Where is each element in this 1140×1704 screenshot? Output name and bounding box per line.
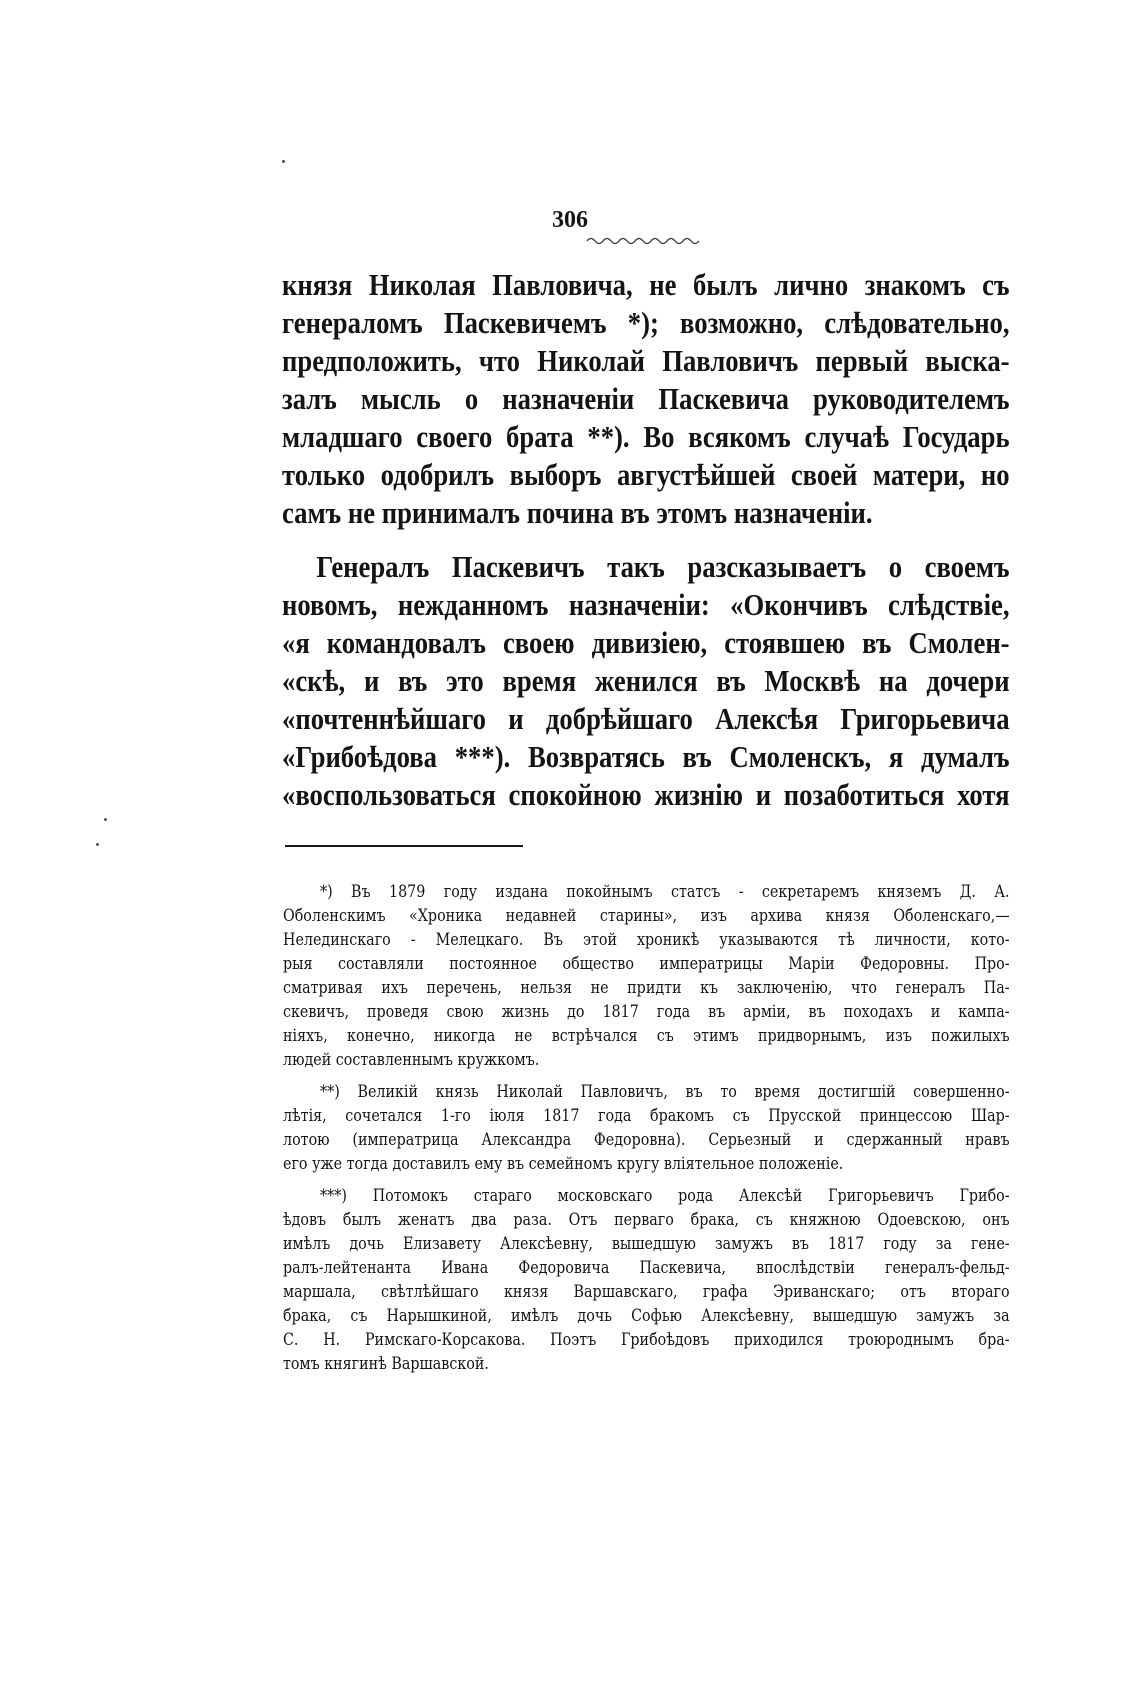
footnote-line: рыя составляли постоянное общество императрицы Марiи Федоровны. Про- xyxy=(283,954,1010,974)
footnote-divider xyxy=(285,845,523,847)
main-line: «Грибоѣдова ***). Возвратясь въ Смоленскъ, я думалъ xyxy=(282,739,1010,774)
main-line: самъ не принималъ почина въ этомъ назначенiи. xyxy=(282,495,873,530)
main-line: князя Николая Павловича, не былъ лично знакомъ съ xyxy=(282,267,1010,302)
main-line: залъ мысль о назначенiи Паскевича руководителемъ xyxy=(282,381,1010,416)
footnote-line: его уже тогда доставилъ ему въ семейномъ кругу влiятельное положенiе. xyxy=(283,1154,844,1174)
footnote-line: лотою (императрица Александра Федоровна). Серьезный и сдержанный нравъ xyxy=(283,1130,1010,1150)
paper-speck xyxy=(104,818,107,821)
main-text xyxy=(282,266,1010,814)
footnote-line: С. Н. Римскаго-Корсакова. Поэтъ Грибоѣдовъ приходился троюроднымъ бра- xyxy=(283,1330,1010,1350)
page-number: 306 xyxy=(552,207,588,233)
main-line: генераломъ Паскевичемъ *); возможно, слѣдовательно, xyxy=(282,305,1010,340)
paper-speck xyxy=(96,843,99,846)
footnotes xyxy=(283,880,1010,1376)
footnote-line: имѣлъ дочь Елизавету Алексѣевну, вышедшую замужъ въ 1817 году за гене- xyxy=(283,1234,1010,1254)
footnote-line: брака, съ Нарышкиной, имѣлъ дочь Софью Алексѣевну, вышедшую замужъ за xyxy=(283,1306,1010,1326)
footnote-line: маршала, свѣтлѣйшаго князя Варшавскаго, графа Эриванскаго; отъ втораго xyxy=(283,1282,1010,1302)
footnote-2 xyxy=(283,1080,1010,1176)
footnote-line: скевичъ, проведя свою жизнь до 1817 года въ армiи, въ походахъ и кампа- xyxy=(283,1002,1010,1022)
footnote-line: Нелединскаго - Мелецкаго. Въ этой хроникѣ указываются тѣ личности, кото- xyxy=(283,930,1010,950)
footnote-line: лѣтiя, сочетался 1-го iюля 1817 года бракомъ съ Прусской принцессою Шар- xyxy=(283,1106,1010,1126)
main-line: новомъ, нежданномъ назначенiи: «Окончивъ слѣдствiе, xyxy=(282,587,1010,622)
main-line: «воспользоваться спокойною жизнiю и позаботиться хотя xyxy=(282,777,1010,812)
footnote-line: людей составленнымъ кружкомъ. xyxy=(283,1050,540,1070)
main-line: «я командовалъ своею дивизiею, стоявшею въ Смолен- xyxy=(282,625,1010,660)
footnote-line: ѣдовъ былъ женатъ два раза. Отъ перваго брака, съ княжною Одоевскою, онъ xyxy=(283,1210,1010,1230)
footnote-3 xyxy=(283,1184,1010,1376)
main-line: предположить, что Николай Павловичъ первый выска- xyxy=(282,343,1010,378)
main-line: только одобрилъ выборъ августѣйшей своей матери, но xyxy=(282,457,1010,492)
page-number-ornament xyxy=(585,234,705,246)
footnote-line: **) Великiй князь Николай Павловичъ, въ то время достигшiй совершенно- xyxy=(319,1082,1010,1102)
main-line: младшаго своего брата **). Во всякомъ случаѣ Государь xyxy=(282,419,1010,454)
footnote-line: нiяхъ, конечно, никогда не встрѣчался съ этимъ придворнымъ, изъ пожилыхъ xyxy=(283,1026,1010,1046)
footnote-line: *) Въ 1879 году издана покойнымъ статсъ - секретаремъ княземъ Д. А. xyxy=(319,882,1010,902)
footnote-line: ***) Потомокъ стараго московскаго рода Алексѣй Григорьевичъ Грибо- xyxy=(319,1186,1010,1206)
footnote-line: сматривая ихъ перечень, нельзя не придти къ заключенiю, что генералъ Па- xyxy=(283,978,1010,998)
main-line: Генералъ Паскевичъ такъ разсказываетъ о своемъ xyxy=(316,549,1010,584)
footnote-line: Оболенскимъ «Хроника недавней старины», изъ архива князя Оболенскаго,— xyxy=(283,906,1010,926)
paper-speck xyxy=(282,160,285,163)
footnote-1 xyxy=(283,880,1010,1072)
main-line: «почтеннѣйшаго и добрѣйшаго Алексѣя Григорьевича xyxy=(282,701,1010,736)
main-line: «скѣ, и въ это время женился въ Москвѣ на дочери xyxy=(282,663,1010,698)
footnote-line: томъ княгинѣ Варшавской. xyxy=(283,1354,489,1374)
footnote-line: ралъ-лейтенанта Ивана Федоровича Паскевича, впослѣдствiи генералъ-фельд- xyxy=(283,1258,1010,1278)
